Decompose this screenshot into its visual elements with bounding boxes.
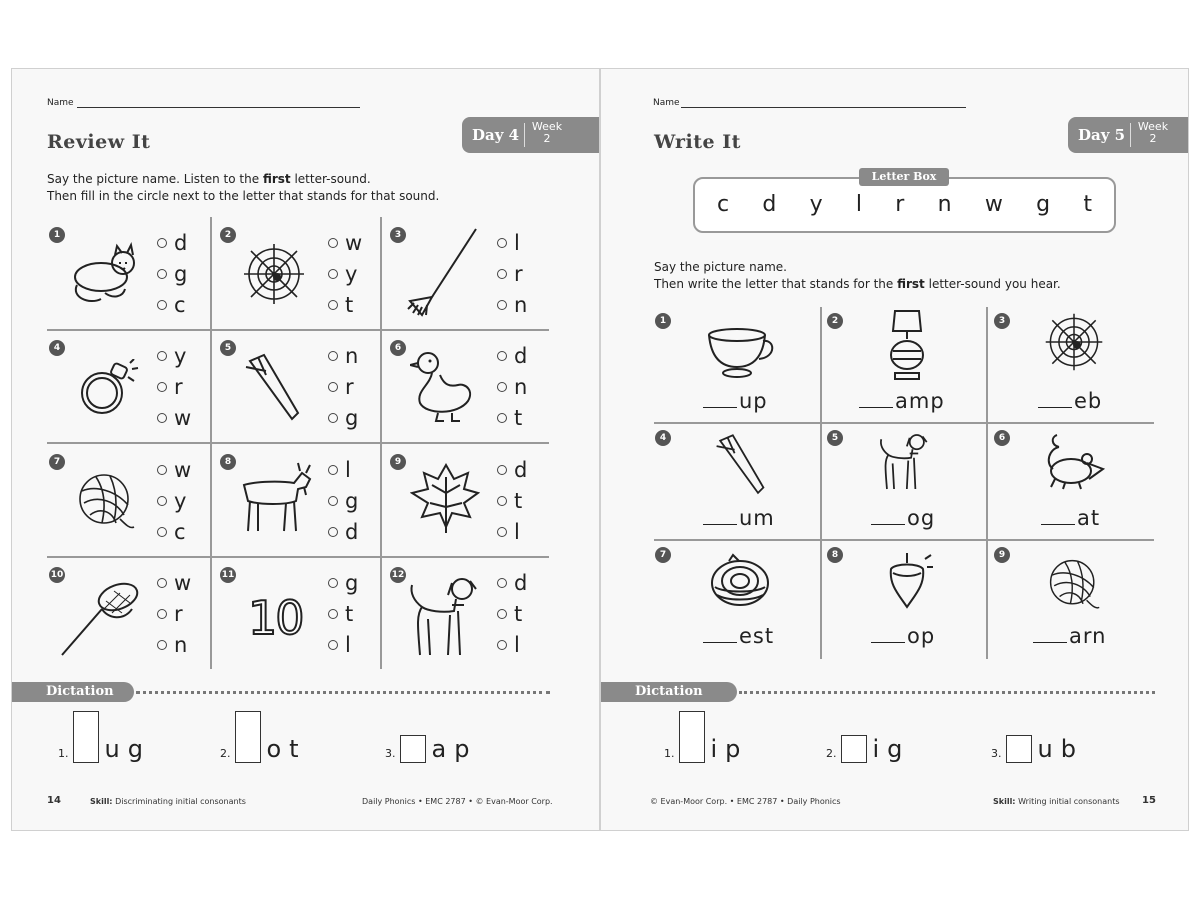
answer-blank[interactable]	[871, 524, 905, 525]
duck-picture	[410, 349, 480, 425]
week-number: 2	[543, 132, 551, 145]
option-letter: n	[514, 374, 528, 399]
spider-web-picture	[1041, 309, 1107, 375]
letter-box-letters	[717, 192, 1092, 217]
option-letter: d	[514, 570, 528, 595]
dictation-label: Dictation	[12, 682, 134, 702]
answer-bubble[interactable]	[157, 527, 167, 537]
letter-box-letter: n	[937, 192, 952, 217]
option-letter: d	[174, 230, 188, 255]
dictation-item-3	[991, 735, 1084, 763]
answer-bubble[interactable]	[497, 609, 507, 619]
number-ten-picture: 10	[248, 591, 303, 645]
option-letter: l	[345, 632, 351, 657]
letter-answer-box[interactable]	[679, 711, 705, 763]
option-2[interactable]	[497, 258, 543, 289]
option-3[interactable]	[497, 516, 543, 547]
answer-options	[328, 340, 374, 433]
word-ending: arn	[1069, 624, 1107, 648]
answer-options	[328, 567, 374, 660]
day-tab-divider	[1130, 123, 1131, 147]
word-ending: um	[739, 506, 775, 530]
option-letter: c	[174, 292, 186, 317]
skill-label: Skill:	[993, 797, 1016, 806]
name-field-line[interactable]	[681, 107, 966, 108]
left-worksheet-page	[11, 68, 600, 831]
gum-picture	[713, 433, 767, 497]
option-1[interactable]	[497, 567, 543, 598]
letter-box-letter: g	[1036, 192, 1051, 217]
option-letter: g	[345, 488, 359, 513]
option-2[interactable]	[497, 598, 543, 629]
grid-divider	[654, 422, 1154, 424]
lamp-picture	[885, 307, 929, 381]
answer-options	[157, 340, 203, 433]
option-2[interactable]	[328, 371, 374, 402]
dictation-letters: ip	[710, 735, 749, 763]
option-letter: t	[514, 405, 523, 430]
name-label: Name	[653, 98, 680, 108]
answer-bubble[interactable]	[497, 413, 507, 423]
option-letter: l	[514, 519, 520, 544]
answer-blank[interactable]	[1041, 524, 1075, 525]
option-2[interactable]	[328, 598, 374, 629]
answer-options	[328, 227, 374, 320]
dictation-letters: ot	[266, 735, 307, 763]
option-2[interactable]	[157, 371, 203, 402]
grid-divider	[47, 329, 549, 331]
fill-in-word	[703, 506, 775, 530]
item-number: 2	[827, 313, 843, 329]
goat-picture	[236, 461, 316, 535]
answer-bubble[interactable]	[497, 351, 507, 361]
option-letter: y	[345, 261, 358, 286]
answer-bubble[interactable]	[157, 382, 167, 392]
cat-picture	[67, 241, 147, 309]
letter-box-letter: w	[984, 192, 1003, 217]
dictation-number: 1.	[58, 747, 69, 760]
answer-options	[157, 227, 203, 320]
answer-bubble[interactable]	[328, 351, 338, 361]
answer-bubble[interactable]	[328, 413, 338, 423]
grid-divider	[47, 556, 549, 558]
answer-bubble[interactable]	[328, 496, 338, 506]
answer-bubble[interactable]	[497, 465, 507, 475]
grid-divider	[47, 442, 549, 444]
letter-answer-box[interactable]	[400, 735, 426, 763]
letter-answer-box[interactable]	[73, 711, 99, 763]
item-number: 5	[827, 430, 843, 446]
item-number: 8	[220, 454, 236, 470]
option-letter: y	[174, 488, 187, 513]
item-number: 4	[49, 340, 65, 356]
option-2[interactable]	[328, 258, 374, 289]
letter-box-label: Letter Box	[859, 168, 949, 186]
option-letter: t	[514, 488, 523, 513]
skill-footer	[993, 797, 1120, 806]
option-letter: w	[345, 230, 363, 255]
option-3[interactable]	[328, 402, 374, 433]
option-letter: l	[514, 230, 520, 255]
answer-options	[497, 227, 543, 320]
answer-bubble[interactable]	[497, 300, 507, 310]
answer-bubble[interactable]	[497, 269, 507, 279]
right-worksheet-page	[600, 68, 1189, 831]
answer-bubble[interactable]	[497, 238, 507, 248]
dictation-item-2	[220, 711, 307, 763]
answer-blank[interactable]	[703, 642, 737, 643]
fill-in-word	[1041, 506, 1100, 530]
answer-bubble[interactable]	[497, 640, 507, 650]
yarn-picture	[76, 471, 136, 531]
page-title: Review It	[47, 131, 151, 153]
option-1[interactable]	[497, 340, 543, 371]
fill-in-word	[1033, 624, 1106, 648]
dictation-item-1	[664, 711, 748, 763]
answer-bubble[interactable]	[328, 640, 338, 650]
answer-bubble[interactable]	[157, 609, 167, 619]
fill-in-word	[1038, 389, 1102, 413]
item-number: 9	[994, 547, 1010, 563]
item-number: 6	[390, 340, 406, 356]
option-letter: t	[345, 601, 354, 626]
answer-bubble[interactable]	[328, 382, 338, 392]
answer-bubble[interactable]	[328, 609, 338, 619]
name-label: Name	[47, 98, 74, 108]
dictation-number: 2.	[826, 747, 837, 760]
dog-picture	[406, 575, 482, 659]
day-label: Day 5	[1078, 126, 1126, 144]
word-ending: est	[739, 624, 775, 648]
spider-web-picture	[239, 239, 309, 309]
letter-box-letter: r	[895, 192, 905, 217]
skill-text: Discriminating initial consonants	[115, 797, 246, 806]
option-letter: r	[174, 374, 183, 399]
instructions-bold: first	[262, 172, 291, 186]
option-2[interactable]	[157, 258, 203, 289]
letter-box-letter: d	[762, 192, 777, 217]
answer-bubble[interactable]	[157, 351, 167, 361]
option-letter: n	[174, 632, 188, 657]
grid-divider	[986, 307, 988, 659]
option-letter: g	[174, 261, 188, 286]
option-3[interactable]	[497, 402, 543, 433]
option-letter: y	[174, 343, 187, 368]
dotted-divider	[136, 691, 550, 694]
item-number: 7	[49, 454, 65, 470]
instructions-text: letter-sound.	[290, 172, 371, 186]
dictation-letters: ug	[104, 735, 151, 763]
option-3[interactable]	[497, 629, 543, 660]
answer-bubble[interactable]	[497, 496, 507, 506]
option-letter: n	[345, 343, 359, 368]
option-letter: w	[174, 457, 192, 482]
option-letter: r	[174, 601, 183, 626]
instructions	[654, 259, 1061, 293]
option-letter: c	[174, 519, 186, 544]
name-field-line[interactable]	[77, 107, 360, 108]
cup-picture	[707, 327, 777, 379]
answer-bubble[interactable]	[328, 527, 338, 537]
answer-options	[497, 454, 543, 547]
option-letter: t	[514, 601, 523, 626]
week-label	[530, 121, 564, 145]
option-1[interactable]	[157, 454, 203, 485]
answer-options	[157, 454, 203, 547]
option-3[interactable]	[497, 289, 543, 320]
answer-bubble[interactable]	[328, 300, 338, 310]
week-number: 2	[1149, 132, 1157, 145]
option-1[interactable]	[157, 567, 203, 598]
option-3[interactable]	[157, 289, 203, 320]
spinning-top-picture	[885, 551, 933, 609]
answer-bubble[interactable]	[157, 578, 167, 588]
option-3[interactable]	[157, 629, 203, 660]
option-2[interactable]	[157, 485, 203, 516]
option-letter: n	[514, 292, 528, 317]
day-label: Day 4	[472, 126, 520, 144]
publisher-credit: Daily Phonics • EMC 2787 • © Evan-Moor Corp.	[362, 797, 553, 806]
dictation-number: 2.	[220, 747, 231, 760]
skill-label: Skill:	[90, 797, 113, 806]
instructions	[47, 171, 439, 205]
week-text: Week	[531, 120, 563, 133]
week-text: Week	[1137, 120, 1169, 133]
page-number: 14	[47, 795, 61, 806]
word-ending: up	[739, 389, 768, 413]
day-tab-divider	[524, 123, 525, 147]
instructions-text: Then write the letter that stands for the	[654, 277, 898, 291]
answer-bubble[interactable]	[157, 269, 167, 279]
instructions-text: Say the picture name. Listen to the	[47, 172, 263, 186]
item-number: 9	[390, 454, 406, 470]
option-letter: t	[345, 292, 354, 317]
option-letter: l	[345, 457, 351, 482]
dictation-letters: ig	[872, 735, 911, 763]
letter-box-letter: l	[855, 192, 863, 217]
dictation-label: Dictation	[601, 682, 737, 702]
dictation-item-3	[385, 735, 477, 763]
answer-bubble[interactable]	[497, 578, 507, 588]
option-letter: w	[174, 570, 192, 595]
dictation-number: 3.	[385, 747, 396, 760]
answer-bubble[interactable]	[497, 382, 507, 392]
instructions-bold: first	[897, 277, 925, 291]
skill-text: Writing initial consonants	[1018, 797, 1120, 806]
letter-box-letter: c	[717, 192, 730, 217]
answer-blank[interactable]	[871, 642, 905, 643]
option-letter: l	[514, 632, 520, 657]
option-1[interactable]	[497, 454, 543, 485]
item-number: 1	[49, 227, 65, 243]
grid-divider	[654, 539, 1154, 541]
option-letter: w	[174, 405, 192, 430]
rake-picture	[402, 227, 482, 317]
option-letter: d	[345, 519, 359, 544]
answer-bubble[interactable]	[328, 238, 338, 248]
dictation-item-1	[58, 711, 151, 763]
answer-bubble[interactable]	[497, 527, 507, 537]
letter-box-letter: y	[809, 192, 823, 217]
answer-bubble[interactable]	[157, 300, 167, 310]
skill-footer	[90, 797, 246, 806]
net-picture	[58, 579, 142, 659]
fill-in-word	[703, 389, 768, 413]
option-2[interactable]	[497, 485, 543, 516]
answer-options	[328, 454, 374, 547]
answer-bubble[interactable]	[157, 640, 167, 650]
option-1[interactable]	[497, 227, 543, 258]
instructions-text: Then fill in the circle next to the letter that stands for that sound.	[47, 189, 440, 203]
option-letter: d	[514, 343, 528, 368]
option-1[interactable]	[157, 340, 203, 371]
item-number: 11	[220, 567, 236, 583]
option-1[interactable]	[328, 454, 374, 485]
dictation-number: 1.	[664, 747, 675, 760]
answer-blank[interactable]	[703, 524, 737, 525]
letter-answer-box[interactable]	[1006, 735, 1032, 763]
item-number: 3	[390, 227, 406, 243]
page-number: 15	[1142, 795, 1156, 806]
option-1[interactable]	[157, 227, 203, 258]
option-letter: g	[345, 570, 359, 595]
letter-answer-box[interactable]	[235, 711, 261, 763]
answer-blank[interactable]	[859, 407, 893, 408]
letter-answer-box[interactable]	[841, 735, 867, 763]
answer-bubble[interactable]	[328, 578, 338, 588]
item-number: 7	[655, 547, 671, 563]
answer-options	[497, 567, 543, 660]
item-number: 5	[220, 340, 236, 356]
option-3[interactable]	[157, 516, 203, 547]
answer-options	[497, 340, 543, 433]
answer-bubble[interactable]	[328, 465, 338, 475]
answer-bubble[interactable]	[157, 465, 167, 475]
dictation-item-2	[826, 735, 910, 763]
answer-bubble[interactable]	[157, 238, 167, 248]
option-2[interactable]	[328, 485, 374, 516]
dictation-number: 3.	[991, 747, 1002, 760]
fill-in-word	[703, 624, 774, 648]
answer-blank[interactable]	[703, 407, 737, 408]
item-number: 8	[827, 547, 843, 563]
answer-blank[interactable]	[1038, 407, 1072, 408]
grid-divider	[820, 307, 822, 659]
fill-in-word	[871, 506, 935, 530]
answer-options	[157, 567, 203, 660]
option-letter: g	[345, 405, 359, 430]
leaf-picture	[410, 463, 480, 539]
option-letter: r	[514, 261, 523, 286]
week-label	[1136, 121, 1170, 145]
item-number: 4	[655, 430, 671, 446]
option-letter: d	[514, 457, 528, 482]
option-1[interactable]	[328, 227, 374, 258]
instructions-text: Say the picture name.	[654, 260, 787, 274]
fill-in-word	[859, 389, 945, 413]
day-tab	[1068, 117, 1188, 153]
option-3[interactable]	[328, 289, 374, 320]
ring-picture	[74, 359, 144, 419]
fill-in-word	[871, 624, 935, 648]
dictation-letters: ap	[431, 735, 478, 763]
item-number: 2	[220, 227, 236, 243]
answer-bubble[interactable]	[157, 413, 167, 423]
option-letter: r	[345, 374, 354, 399]
word-ending: op	[907, 624, 936, 648]
item-number: 3	[994, 313, 1010, 329]
letter-box-letter: t	[1083, 192, 1092, 217]
option-2[interactable]	[497, 371, 543, 402]
item-number: 12	[390, 567, 406, 583]
option-3[interactable]	[157, 402, 203, 433]
page-title: Write It	[654, 131, 741, 153]
dog-picture	[877, 431, 931, 493]
answer-bubble[interactable]	[328, 269, 338, 279]
option-3[interactable]	[328, 516, 374, 547]
word-ending: eb	[1074, 389, 1103, 413]
nest-picture	[709, 553, 771, 611]
item-number: 6	[994, 430, 1010, 446]
item-number: 1	[655, 313, 671, 329]
dictation-letters: ub	[1037, 735, 1084, 763]
dotted-divider	[739, 691, 1155, 694]
rat-picture	[1041, 433, 1107, 491]
day-tab	[462, 117, 599, 153]
word-ending: at	[1077, 506, 1101, 530]
option-1[interactable]	[328, 340, 374, 371]
option-2[interactable]	[157, 598, 203, 629]
nail-file-picture	[242, 353, 302, 423]
word-ending: amp	[895, 389, 945, 413]
answer-blank[interactable]	[1033, 642, 1067, 643]
option-3[interactable]	[328, 629, 374, 660]
item-number: 10	[49, 567, 65, 583]
publisher-credit: © Evan-Moor Corp. • EMC 2787 • Daily Phonics	[650, 797, 841, 806]
instructions-text: letter-sound you hear.	[924, 277, 1061, 291]
word-ending: og	[907, 506, 936, 530]
yarn-picture	[1047, 557, 1101, 611]
answer-bubble[interactable]	[157, 496, 167, 506]
option-1[interactable]	[328, 567, 374, 598]
